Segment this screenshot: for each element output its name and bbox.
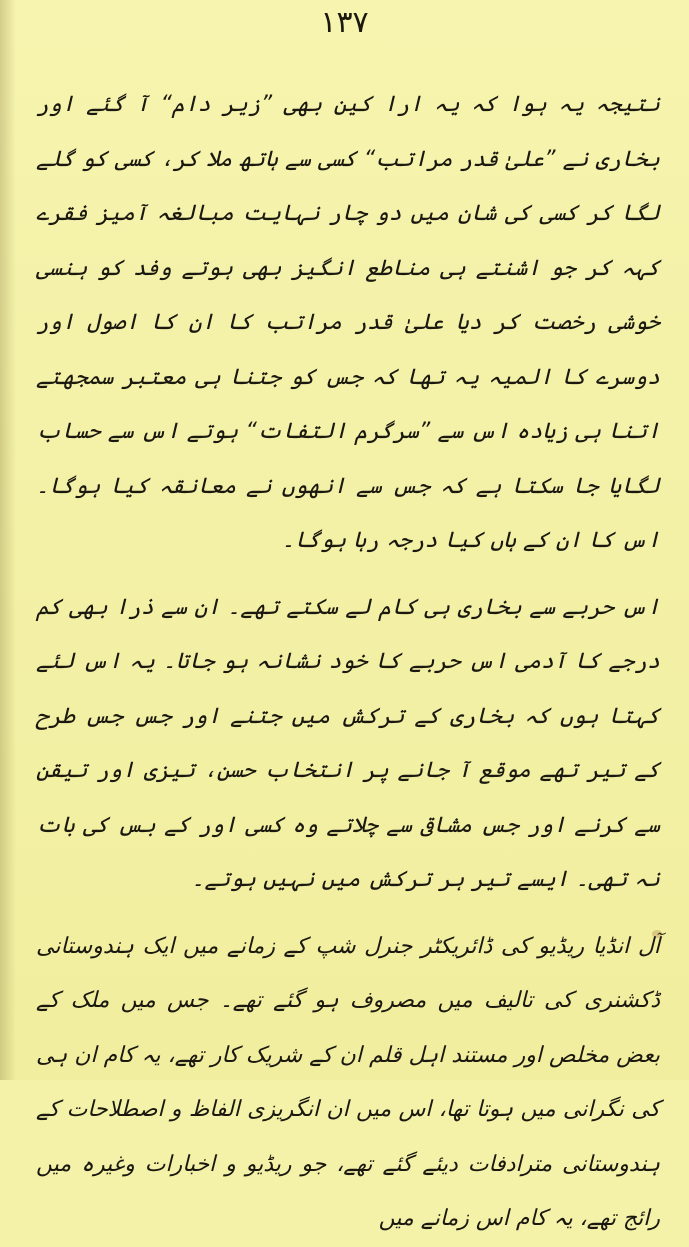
paragraph-gap (36, 569, 660, 581)
paragraph-2: اس حربے سے بخاری ہی کام لے سکتے تھے۔ ان سے ذرا بھی کم درجے کا آدمی اس حربے کا خود نشانہ ہو جاتا۔ یہ اس لئے کہتا ہوں کہ بخاری کے ترکش میں جتنے اور جس جس طرح کے تیر تھے موقع آ جانے پر انتخاب حسن، تیزی اور تیقن سے کرنے اور جس مشاقی سے چلاتے وہ کسی اور کے بس کی بات نہ تھی۔ ایسے تیر ہر ترکش میں نہیں ہوتے۔ (36, 594, 660, 892)
paragraph-gap (36, 908, 660, 920)
page-body (36, 78, 660, 1247)
paragraph-3: آل انڈیا ریڈیو کی ڈائریکٹر جنرل شپ کے زمانے میں ایک ہندوستانی ڈکشنری کی تالیف میں مصروف ہو گئے تھے۔ جس میں ملک کے بعض مخلص اور مستند اہل قلم ان کے شریک کار تھے، یہ کام ان ہی کی نگرانی میں ہوتا تھا، اس میں ان انگریزی الفاظ و اصطلاحات کے ہندوستانی مترادفات دیئے گئے تھے، جو ریڈیو و اخبارات وغیرہ میں رائج تھے، یہ کام اس زمانے میں (36, 933, 660, 1231)
page-number: ۱۳۷ (320, 5, 369, 40)
page-spine-shadow (0, 0, 16, 1080)
paragraph-1: نتیجہ یہ ہوا کہ یہ ارا کین بھی ”زیر دام“ آ گئے اور بخاری نے ”علیٰ قدر مراتب“ کسی سے ہاتھ ملا کر، کسی کو گلے لگا کر کسی کی شان میں دو چار نہایت مبالغہ آمیز فقرے کہہ کر جو اشنتے ہی مناطع انگیز بھی ہوتے وفد کو ہنسی خوشی رخصت کر دیا علیٰ قدر مراتب کا ان کا اصول اور دوسرے کا المیہ یہ تھا کہ جس کو جتنا ہی معتبر سمجھتے اتنا ہی زیادہ اس سے ”سرگرم التفات“ ہوتے اس سے حساب لگایا جا سکتا ہے کہ جس سے انھوں نے معانقہ کیا ہوگا۔ اس کا ان کے ہاں کیا درجہ رہا ہوگا۔ (36, 92, 660, 553)
